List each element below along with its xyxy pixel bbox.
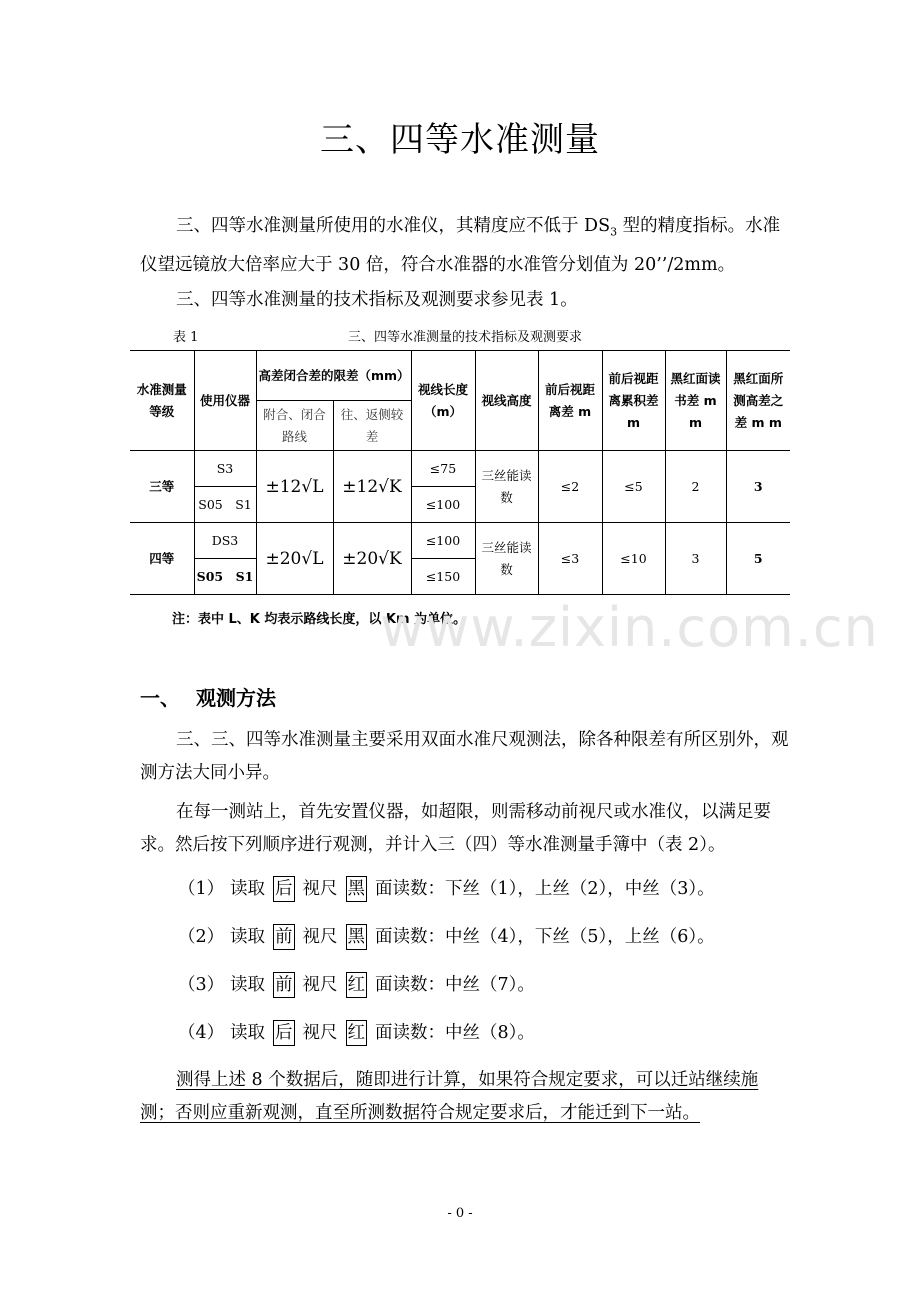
cell-instrument: S3 (194, 451, 256, 487)
cell-fb-cumulative: ≤10 (602, 523, 665, 595)
cell-sight-length: ≤100 (411, 523, 475, 559)
cell-black-red-height-diff: 5 (726, 523, 790, 595)
cell-closure-a: ±20√L (256, 523, 333, 595)
section-title: 观测方法 (196, 686, 276, 710)
cell-instrument: S05 S1 (194, 487, 256, 523)
cell-sight-height: 三丝能读数 (475, 451, 538, 523)
table-name: 三、四等水准测量的技术指标及观测要求 (347, 330, 582, 345)
header-fb-diff: 前后视距离差 m (538, 351, 602, 451)
cell-grade: 三等 (130, 451, 194, 523)
section-number: 一、 (140, 686, 180, 710)
table-row (130, 451, 790, 487)
header-black-red-height-diff: 黑红面所测高差之差 m m (726, 351, 790, 451)
cell-closure-b: ±12√K (333, 451, 411, 523)
header-closure: 高差闭合差的限差（mm） (256, 351, 411, 401)
cell-black-red-height-diff: 3 (726, 451, 790, 523)
header-grade: 水准测量等级 (130, 351, 194, 451)
cell-instrument: S05 S1 (194, 559, 256, 595)
header-closure-b: 往、返侧较差 (333, 401, 411, 451)
header-instrument: 使用仪器 (194, 351, 256, 451)
intro-paragraph-2: 三、四等水准测量的技术指标及观测要求参见表 1。 (176, 290, 578, 310)
step-item: （1） 读取 后 视尺 黑 面读数：下丝（1），上丝（2），中丝（3）。 (178, 874, 715, 904)
table-caption (140, 322, 790, 344)
cell-sight-height: 三丝能读数 (475, 523, 538, 595)
cell-grade: 四等 (130, 523, 194, 595)
watermark: www.zixin.com.cn (380, 596, 879, 659)
cell-black-red-reading: 3 (665, 523, 726, 595)
method-paragraph-2: 在每一测站上，首先安置仪器，如超限，则需移动前视尺或水准仪，以满足要求。然后按下列顺序进行观测，并计入三（四）等水准测量手簿中（表 2）。 (140, 802, 771, 855)
cell-black-red-reading: 2 (665, 451, 726, 523)
table-note: 注：表中 L、K 均表示路线长度，以 Km 为单位。 (172, 612, 467, 627)
step-item: （4） 读取 后 视尺 红 面读数：中丝（8）。 (178, 1018, 535, 1048)
cell-closure-a: ±12√L (256, 451, 333, 523)
cell-closure-b: ±20√K (333, 523, 411, 595)
header-closure-a: 附合、闭合路线 (256, 401, 333, 451)
method-paragraph-1: 三、三、四等水准测量主要采用双面水准尺观测法，除各种限差有所区别外，观测方法大同小异。 (140, 730, 789, 783)
method-paragraph-3: 测得上述 8 个数据后，随即进行计算，如果符合规定要求，可以迁站继续施测；否则应重新观测，直至所测数据符合规定要求后，才能迁到下一站。 (140, 1070, 759, 1123)
table-number: 表 1 (173, 330, 199, 345)
step-item: （3） 读取 前 视尺 红 面读数：中丝（7）。 (178, 970, 535, 1000)
section-heading (140, 682, 276, 711)
cell-instrument: DS3 (194, 523, 256, 559)
cell-sight-length: ≤100 (411, 487, 475, 523)
cell-fb-diff: ≤2 (538, 451, 602, 523)
cell-sight-length: ≤150 (411, 559, 475, 595)
cell-fb-diff: ≤3 (538, 523, 602, 595)
page-number: - 0 - (447, 1206, 473, 1221)
page-title: 三、四等水准测量 (320, 120, 600, 160)
cell-fb-cumulative: ≤5 (602, 451, 665, 523)
spec-table (130, 350, 790, 595)
header-sight-length: 视线长度（m） (411, 351, 475, 451)
header-sight-height: 视线高度 (475, 351, 538, 451)
step-item: （2） 读取 前 视尺 黑 面读数：中丝（4），下丝（5），上丝（6）。 (178, 922, 715, 952)
header-black-red-reading: 黑红面读书差 m m (665, 351, 726, 451)
table-row (130, 523, 790, 559)
cell-sight-length: ≤75 (411, 451, 475, 487)
header-fb-cumulative: 前后视距离累积差 m (602, 351, 665, 451)
intro-paragraph-1: 三、四等水准测量所使用的水准仪，其精度应不低于 $DS_3$ 型的精度指标。水准仪望远镜放大倍率应大于 30 倍，符合水准器的水准管分划值为 20’’/2mm。 (140, 216, 781, 275)
